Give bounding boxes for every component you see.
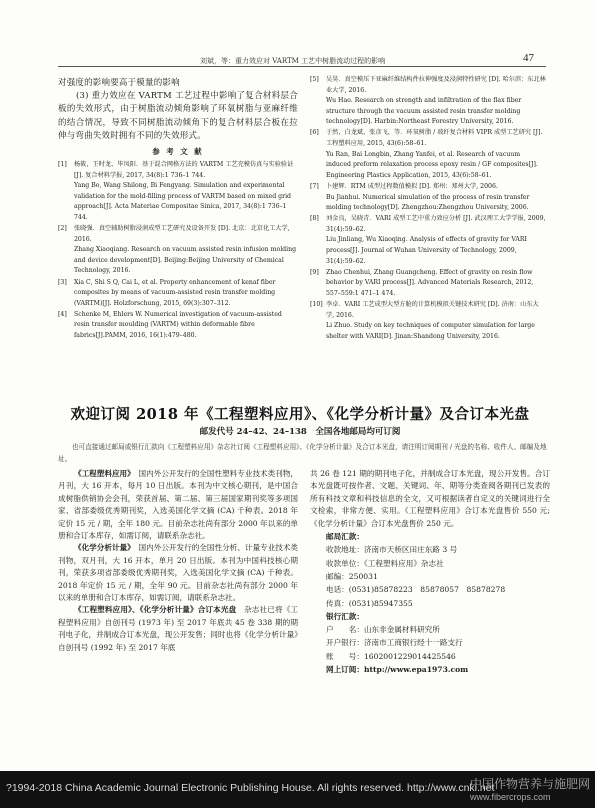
journal-1-text: 国内外公开发行的全国性塑料专业技术类刊物，月刊，大 16 开本，每月 10 日出版。本刊为中文核心期刊，是中国合成树脂供销协会会刊，荣获首届、第二届、第三届国家期刊奖等多项国家、省部委级优秀期刊奖，入选美国化学文摘 (CA) 千种表。2018 年定价 15 元 / 期，全年 180 元。目前杂志社尚有部分 2000 年以来的单册和合订本库存，如需订阅，请联系杂志社。 bbox=[58, 469, 299, 541]
reference-number: [6] bbox=[310, 129, 319, 137]
reference-body bbox=[74, 278, 298, 310]
reference-number: [4] bbox=[58, 310, 67, 318]
reference-text: Zhao Chenhui, Zhang Guangcheng. Effect of gravity on resin flow behavior by VARI process[J]. Advanced Materials Research, 2012, 557–559:1 471–1 474. bbox=[326, 268, 534, 297]
reference-number: [8] bbox=[310, 215, 319, 223]
header-rule bbox=[58, 66, 546, 67]
mail-remittance-heading: 邮局汇款： bbox=[326, 532, 364, 542]
journal-2-title: 《化学分析计量》 bbox=[74, 543, 131, 553]
reference-text: 杨筱，王时龙，毕凤阳．基于混合网格方法的 VARTM 工艺充模仿真与实验验证 [J]. 复合材料学报, 2017, 34(8):1 736–1 744. bbox=[74, 161, 294, 179]
journal-2-text: 国内外公开发行的全国性分析、计量专业技术类刊物，双月刊，大 16 开本，单月 20 日出版。本刊为中国科技核心期刊，荣获多项省部委级优秀期刊奖，入选美国化学文摘 (CA) 千种表。2018 年定价 15 元 / 期，全年 90 元。目前杂志社尚有部分 2000 年以来的单册和合订本库存，如需订阅，请联系杂志社。 bbox=[58, 543, 299, 603]
left-column bbox=[58, 77, 298, 342]
postal-code: 邮编：250031 bbox=[326, 571, 378, 581]
bank-account-number: 账 号：1602001229014425546 bbox=[326, 651, 456, 661]
reference-translation: Wu Hao. Research on strength and infiltration of the flax fiber structure through the vacuum assisted resin transfer molding technology[D]. Harbin:Northeast Forestry University, 2016. bbox=[326, 97, 522, 126]
reference-translation: Yang Bo, Wang Shilong, Bi Fengyang. Simulation and experimental validation for the mold-filling process of VARTM based on mixed grid approach[J]. Acta Materiae Compositae Sinica, 2017, 34(8):1 736–1 744. bbox=[74, 182, 292, 221]
bank-remittance-heading: 银行汇款： bbox=[326, 611, 364, 621]
reference-text: Schenke M, Ehlers W. Numerical investigation of vacuum-assisted resin transfer moulding (VARTM) within deformable fibre fabrics[J].PAMM, 2016, 16(1):479–480. bbox=[74, 310, 282, 340]
reference-text: Xia C, Shi S Q, Cai L, et al. Property enhancement of kenaf fiber composites by means of vacuum-assisted resin transfer molding (VARTM)[J]. Holzforschung, 2015, 69(3):307–312. bbox=[74, 278, 276, 307]
journal-1-paragraph bbox=[58, 468, 298, 542]
journal-2-paragraph bbox=[58, 542, 298, 604]
announcement-left-column bbox=[58, 468, 298, 654]
watermark-text: 中国作物营养与施肥网 bbox=[470, 777, 591, 791]
conclusion-paragraph-2: (3) 重力效应在 VARTM 工艺过程中影响了复合材料层合板的失效形式，由于树脂流动倾角影响了环氧树脂与亚麻纤维的结合情况，导致不同树脂流动倾角下的复合材料层合板在拉伸与弯曲失效时拥有不同的失效形式。 bbox=[58, 91, 298, 141]
subscription-banner-subtitle: 邮发代号 24–42、24–138 全国各地邮局均可订阅 bbox=[199, 427, 401, 437]
reference-translation: Bu Jianhui. Numerical simulation of the process of resin transfer molding technology[D]. Zhengzhou:Zhengzhou University, 2006. bbox=[326, 193, 530, 212]
reference-item bbox=[310, 128, 546, 181]
cd-paragraph bbox=[58, 604, 298, 654]
reference-item bbox=[58, 310, 298, 342]
reference-item bbox=[310, 182, 546, 214]
reference-number: [3] bbox=[58, 278, 67, 286]
reference-text: 刘金良，吴晓青．VARI 成型工艺中重力效应分析 [J]. 武汉理工大学学报, 2009, 31(4):59–62. bbox=[326, 215, 546, 233]
reference-number: [5] bbox=[310, 76, 319, 83]
reference-translation: Zhang Xiaoqiang. Research on vacuum assisted resin infusion molding and device development[D]. Beijing:Beijing University of Chemical Technology, 2016. bbox=[74, 246, 297, 275]
reference-text: 李卓．VARI 工艺成型大型方舱的计算机模拟关键技术研究 [D]. 济南：山东大学, 2016. bbox=[326, 300, 539, 319]
reference-item bbox=[310, 75, 546, 128]
reference-translation: Li Zhuo. Study on key techniques of computer simulation for large shelter with VARI[D]. Jinan:Shandong University, 2016. bbox=[326, 322, 535, 340]
bank-branch: 开户银行：济南市工商银行经十一路支行 bbox=[326, 638, 463, 648]
cd-title: 《工程塑料应用》、《化学分析计量》合订本光盘 bbox=[74, 605, 237, 615]
mail-address: 收款地址：济南市天桥区田庄东路 3 号 bbox=[326, 545, 458, 555]
reference-item bbox=[58, 160, 298, 224]
reference-body bbox=[326, 128, 546, 181]
reference-body bbox=[326, 214, 546, 267]
reference-text: 于然，白龙斌，张彦飞，等．环氧树脂 / 玻纤复合材料 VIPR 成型工艺研究 [J]. 工程塑料应用, 2015, 43(6):58–61. bbox=[326, 129, 543, 148]
reference-number: [9] bbox=[310, 268, 319, 276]
reference-translation: Yu Ran, Bai Longbin, Zhang Yanfei, et al. Research of vacuum induced preform relaxation process epoxy resin / GF composites[J]. Engineering Plastics Application, 2015, 43(6):58–61. bbox=[326, 150, 538, 179]
references-heading: 参 考 文 献 bbox=[152, 147, 204, 157]
reference-list-right bbox=[310, 75, 546, 342]
reference-item bbox=[58, 224, 298, 277]
reference-body bbox=[74, 224, 298, 277]
watermark-url: www.fibercrops.com bbox=[470, 792, 551, 802]
reference-body bbox=[74, 310, 298, 342]
copyright-text: ?1994-2018 China Academic Journal Electronic Publishing House. All rights reserved. http://www.cnki.net bbox=[6, 782, 495, 794]
reference-translation: Liu Jinliang, Wu Xiaoqing. Analysis of effects of gravity for VARI process[J]. Journal of Wuhan University of Technology, 2009, 31(4):59–62. bbox=[326, 236, 527, 265]
reference-number: [7] bbox=[310, 182, 319, 190]
online-subscription: 网上订阅：http://www.epa1973.com bbox=[326, 665, 469, 674]
mail-recipient: 收款单位：《工程塑料应用》杂志社 bbox=[326, 558, 444, 568]
journal-1-title: 《工程塑料应用》 bbox=[74, 469, 131, 478]
conclusion-paragraph-1: 对强度的影响要高于模量的影响 bbox=[58, 78, 180, 88]
reference-item bbox=[310, 268, 546, 300]
reference-text: 张晓强．真空辅助树脂浸润成型工艺研究及设备开发 [D]. 北京：北京化工大学, 2016. bbox=[74, 225, 290, 243]
bank-account-name: 户 名：山东非金属材料研究所 bbox=[326, 625, 440, 635]
reference-body bbox=[326, 75, 546, 128]
right-column bbox=[310, 75, 546, 343]
reference-number: [1] bbox=[58, 161, 67, 169]
reference-item bbox=[310, 214, 546, 267]
cd-text-part-1: 杂志社已将《工程塑料应用》自创刊号 (1973 年) 至 2017 年底共 45 卷 338 期的期刊电子化，并制成合订本光盘，现公开发售；同时也将《化学分析计量》自创刊号 (1992 年) 至 2017 年底 bbox=[58, 605, 299, 652]
cd-text-part-2: 共 26 卷 121 期的期刊电子化，并制成合订本光盘，现公开发售。合订本光盘既可按作者、文题、关键词、年、期等分类查阅各期刊已发表的所有科技文章和科技信息的全文，又可根据读者自定义的关键词进行全文检索，非常方便、实用。《工程塑料应用》合订本光盘售价 550 元;《化学分析计量》合订本光盘售价 250 元。 bbox=[310, 469, 550, 528]
page-number: 47 bbox=[523, 52, 534, 64]
running-title: 刘斌，等：重力效应对 VARTM 工艺中树脂流动过程的影响 bbox=[200, 57, 386, 65]
reference-number: [2] bbox=[58, 225, 67, 233]
reference-number: [10] bbox=[310, 300, 323, 308]
reference-body bbox=[326, 268, 546, 300]
reference-list-left bbox=[58, 160, 298, 342]
subscription-banner-title: 欢迎订阅 2018 年《工程塑料应用》、《化学分析计量》及合订本光盘 bbox=[70, 406, 530, 423]
announcement-right-column bbox=[310, 468, 550, 676]
telephone: 电话：(0531)85878223 85878057 85878278 bbox=[326, 585, 506, 595]
reference-text: 卜建辉．RTM 成型过程数值模拟 [D]. 郑州：郑州大学, 2006. bbox=[326, 182, 498, 190]
fax: 传真：(0531)85947355 bbox=[326, 598, 413, 608]
reference-body bbox=[326, 182, 546, 214]
cd-text-continued bbox=[310, 468, 550, 530]
reference-body bbox=[74, 160, 298, 224]
reference-item bbox=[58, 278, 298, 310]
reference-text: 吴昊．真空模压下亚麻纤维结构件拉伸强度及浸润特性研究 [D]. 哈尔滨：东北林业大学, 2016. bbox=[326, 76, 546, 94]
reference-body bbox=[326, 300, 546, 342]
subscription-intro: 也可直接通过邮局或银行汇款向《工程塑料应用》杂志社订阅《工程塑料应用》、《化学分析计量》及合订本光盘，请注明订阅期刊 / 光盘的名称、收件人、邮编及地址。 bbox=[58, 443, 547, 464]
reference-item bbox=[310, 300, 546, 342]
